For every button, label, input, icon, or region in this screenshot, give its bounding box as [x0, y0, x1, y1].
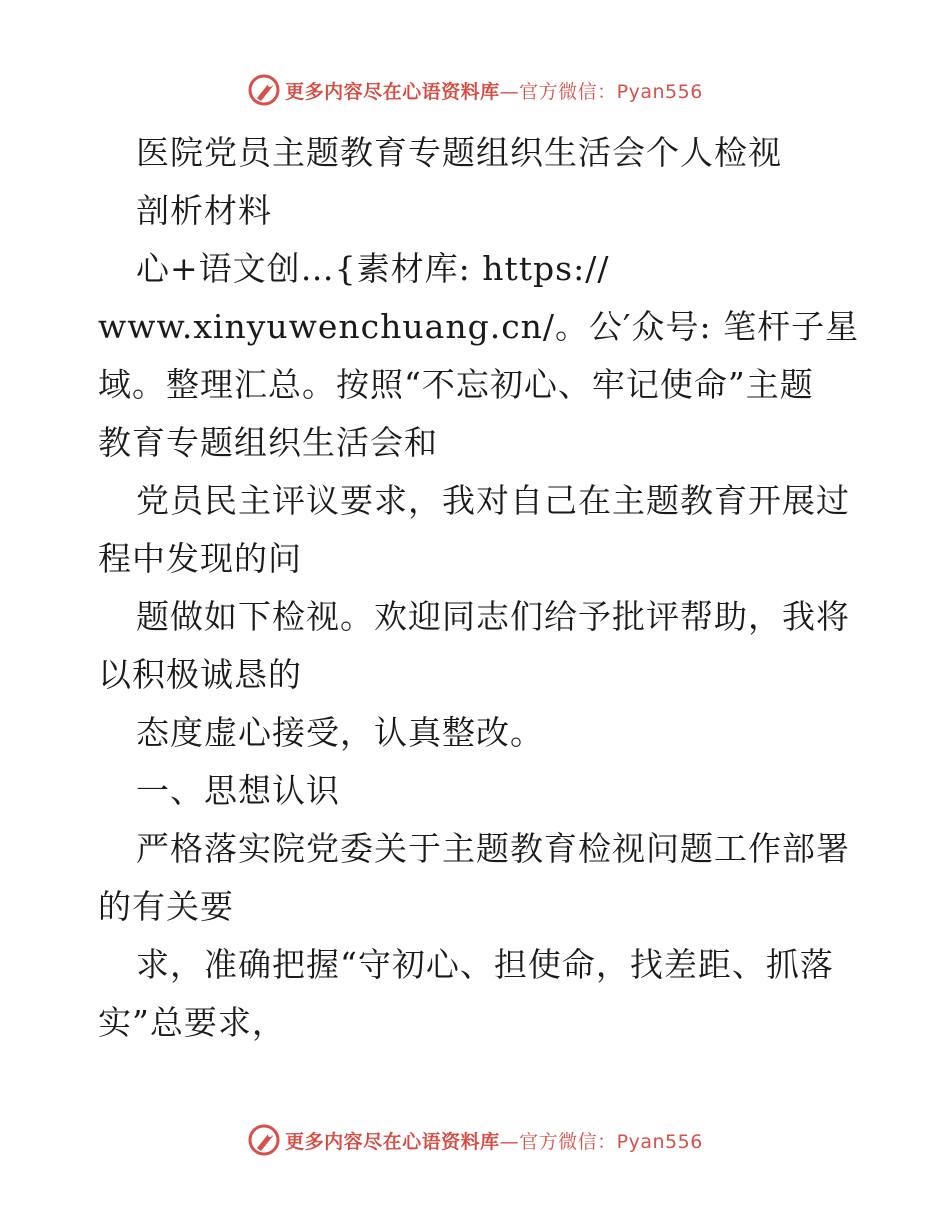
doc-title-line-2: 剖析材料: [136, 191, 272, 230]
document-body: [98, 124, 858, 1052]
doc-line: 心+语文创…{素材库: https://: [136, 249, 610, 288]
banner-separator: —: [499, 1130, 520, 1153]
header-banner: [0, 72, 950, 108]
doc-line: 程中发现的问: [98, 539, 302, 578]
banner-content: [247, 1123, 703, 1157]
section-heading: 一、思想认识: [136, 771, 340, 810]
doc-line: 态度虚心接受，认真整改。: [136, 713, 544, 752]
doc-line: 教育专题组织生活会和: [98, 423, 438, 462]
pen-nib-logo-icon: [247, 1123, 281, 1157]
doc-line: 求，准确把握“守初心、担使命，找差距、抓落: [136, 945, 834, 984]
doc-line: 域。整理汇总。按照“不忘初心、牢记使命”主题: [98, 365, 814, 404]
banner-separator: —: [499, 80, 520, 103]
doc-line: 题做如下检视。欢迎同志们给予批评帮助，我将: [136, 597, 850, 636]
banner-content: [247, 73, 703, 107]
doc-line: 严格落实院党委关于主题教育检视问题工作部署: [136, 829, 850, 868]
doc-line: 党员民主评议要求，我对自己在主题教育开展过: [136, 481, 850, 520]
banner-title: 更多内容尽在心语资料库: [285, 1130, 500, 1153]
banner-text: [285, 1127, 703, 1154]
doc-line: 的有关要: [98, 887, 234, 926]
pen-nib-logo-icon: [247, 73, 281, 107]
doc-line: www.xinyuwenchuang.cn/。公′众号: 笔杆子星: [98, 307, 860, 346]
doc-line: 以积极诚恳的: [98, 655, 302, 694]
doc-title-line-1: 医院党员主题教育专题组织生活会个人检视: [136, 133, 782, 172]
footer-banner: [0, 1122, 950, 1158]
banner-contact: 官方微信：Pyan556: [519, 1130, 703, 1153]
banner-title: 更多内容尽在心语资料库: [285, 80, 500, 103]
doc-line: 实”总要求，: [98, 1003, 286, 1042]
banner-text: [285, 77, 703, 104]
banner-contact: 官方微信：Pyan556: [519, 80, 703, 103]
